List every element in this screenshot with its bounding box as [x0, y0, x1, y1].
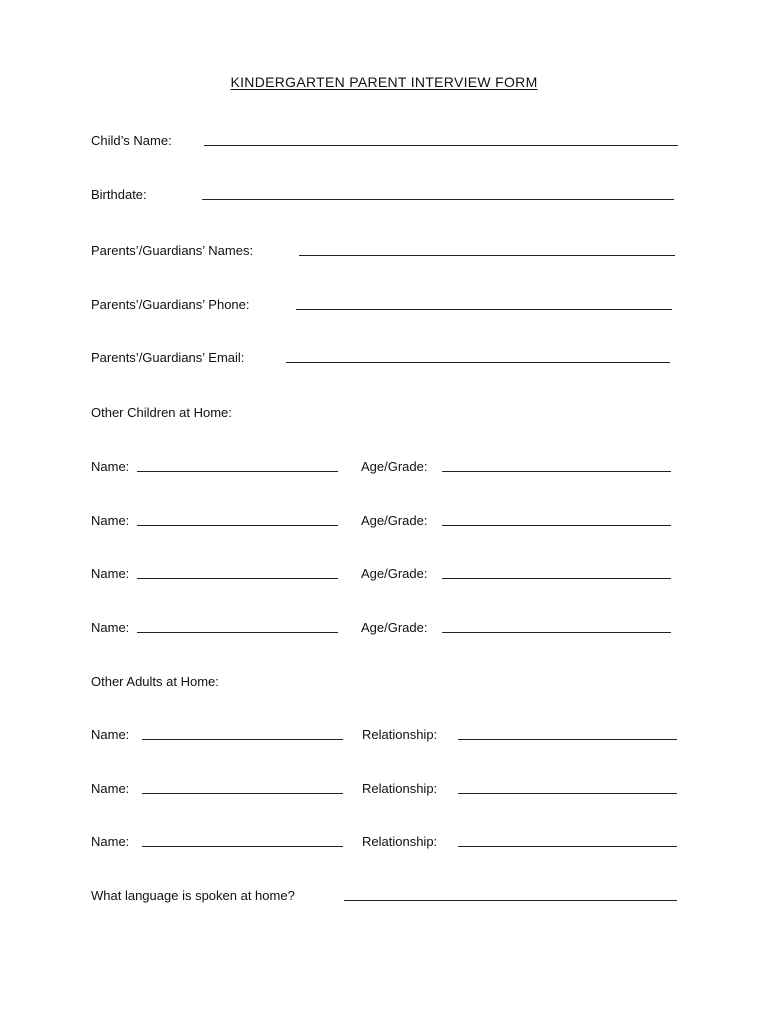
child-name-label: Name:	[91, 513, 130, 528]
adult-name-field[interactable]	[142, 739, 343, 740]
language-field[interactable]	[344, 900, 677, 901]
adult-row	[91, 726, 681, 744]
other-children-heading: Other Children at Home:	[91, 405, 232, 420]
birthdate-label: Birthdate:	[91, 187, 147, 202]
child-age-field[interactable]	[442, 632, 671, 633]
parents-names-row	[91, 242, 681, 260]
child-row	[91, 565, 681, 583]
child-age-label: Age/Grade:	[361, 620, 428, 635]
child-name-label: Name:	[91, 620, 130, 635]
child-row	[91, 512, 681, 530]
child-age-label: Age/Grade:	[361, 513, 428, 528]
adult-relationship-label: Relationship:	[362, 781, 438, 796]
adult-relationship-field[interactable]	[458, 846, 677, 847]
adult-name-label: Name:	[91, 834, 130, 849]
parents-phone-label: Parents’/Guardians’ Phone:	[91, 297, 250, 312]
other-adults-heading: Other Adults at Home:	[91, 674, 219, 689]
parents-phone-row	[91, 296, 681, 314]
child-name-label: Name:	[91, 459, 130, 474]
parents-names-label: Parents’/Guardians’ Names:	[91, 243, 254, 258]
child-age-field[interactable]	[442, 525, 671, 526]
child-name-field[interactable]	[137, 525, 338, 526]
adult-relationship-label: Relationship:	[362, 834, 438, 849]
child-age-label: Age/Grade:	[361, 566, 428, 581]
child-name-field[interactable]	[137, 471, 338, 472]
parents-email-field[interactable]	[286, 362, 670, 363]
child-name-label: Name:	[91, 566, 130, 581]
childs-name-label: Child’s Name:	[91, 133, 172, 148]
childs-name-row	[91, 132, 681, 150]
parents-email-row	[91, 349, 681, 367]
child-row	[91, 619, 681, 637]
form-title-text: KINDERGARTEN PARENT INTERVIEW FORM	[230, 74, 538, 90]
language-row	[91, 887, 681, 905]
child-age-field[interactable]	[442, 471, 671, 472]
adult-name-label: Name:	[91, 781, 130, 796]
parents-email-label: Parents’/Guardians’ Email:	[91, 350, 245, 365]
child-age-label: Age/Grade:	[361, 459, 428, 474]
adult-name-label: Name:	[91, 727, 130, 742]
child-name-field[interactable]	[137, 632, 338, 633]
child-name-field[interactable]	[137, 578, 338, 579]
adult-relationship-field[interactable]	[458, 739, 677, 740]
adult-relationship-field[interactable]	[458, 793, 677, 794]
form-title	[0, 74, 768, 90]
child-row	[91, 458, 681, 476]
adult-row	[91, 833, 681, 851]
birthdate-row	[91, 186, 681, 204]
child-age-field[interactable]	[442, 578, 671, 579]
adult-row	[91, 780, 681, 798]
adult-relationship-label: Relationship:	[362, 727, 438, 742]
birthdate-field[interactable]	[202, 199, 674, 200]
childs-name-field[interactable]	[204, 145, 678, 146]
adult-name-field[interactable]	[142, 846, 343, 847]
language-label: What language is spoken at home?	[91, 888, 295, 903]
parents-phone-field[interactable]	[296, 309, 672, 310]
adult-name-field[interactable]	[142, 793, 343, 794]
parents-names-field[interactable]	[299, 255, 675, 256]
